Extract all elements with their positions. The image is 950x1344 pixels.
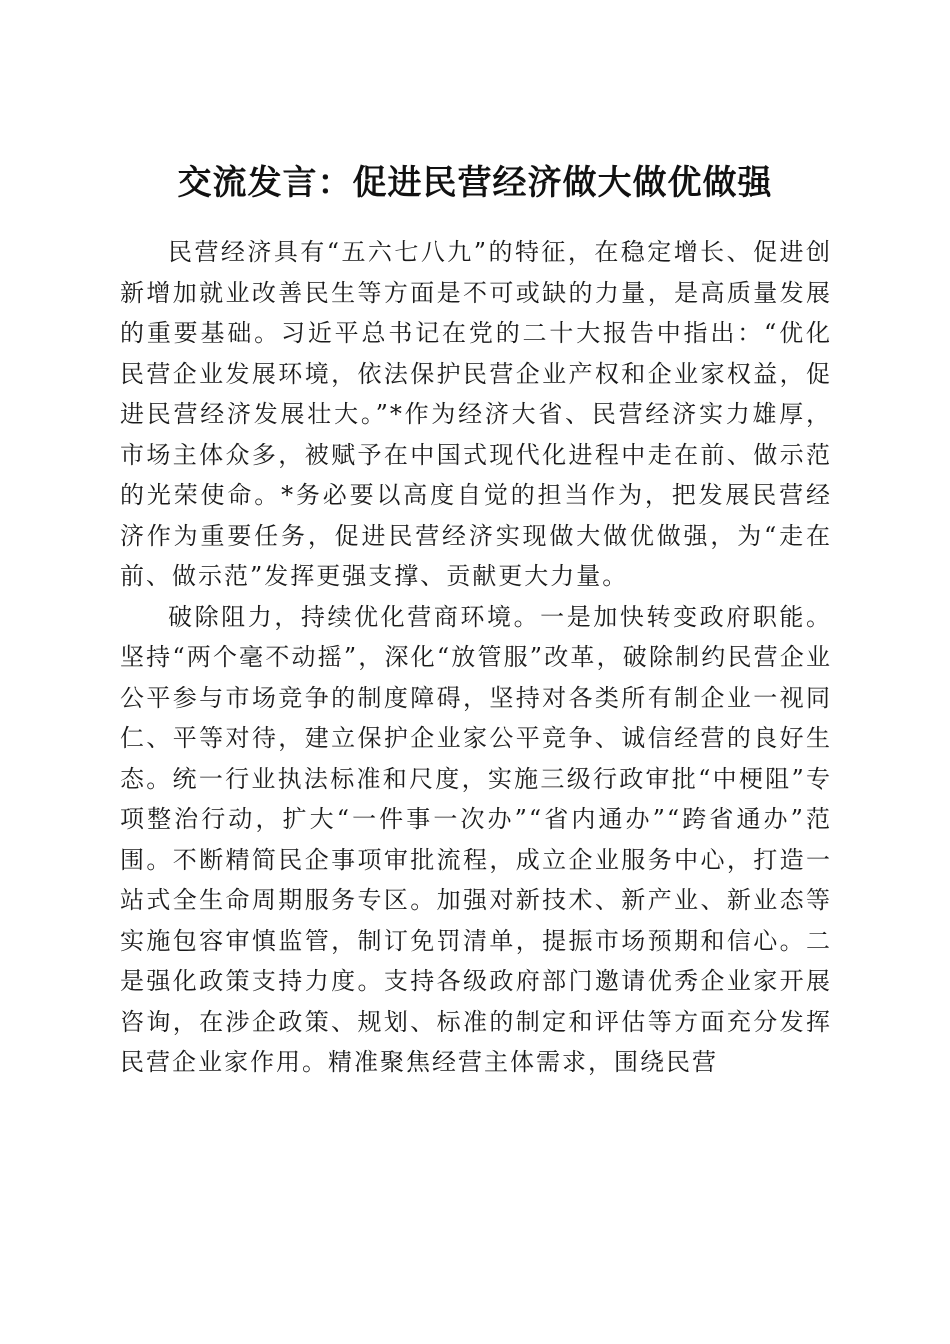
paragraph-intro: 民营经济具有“五六七八九”的特征，在稳定增长、促进创新增加就业改善民生等方面是不可或缺的力量，是高质量发展的重要基础。习近平总书记在党的二十大报告中指出：“优化民营企业发展环境，依法保护民营企业产权和企业家权益，促进民营经济发展壮大。”*作为经济大省、民营经济实力雄厚，市场主体众多，被赋予在中国式现代化进程中走在前、做示范的光荣使命。*务必要以高度自觉的担当作为，把发展民营经济作为重要任务，促进民营经济实现做大做优做强，为“走在前、做示范”发挥更强支撑、贡献更大力量。 [120,238,832,590]
document-title: 交流发言：促进民营经济做大做优做强 [177,162,773,203]
document-body [120,232,832,1083]
paragraph-business-environment: 破除阻力，持续优化营商环境。一是加快转变政府职能。坚持“两个毫不动摇”，深化“放管服”改革，破除制约民营企业公平参与市场竞争的制度障碍，坚持对各类所有制企业一视同仁、平等对待，建立保护企业家公平竞争、诚信经营的良好生态。统一行业执法标准和尺度，实施三级行政审批“中梗阻”专项整治行动，扩大“一件事一次办”“省内通办”“跨省通办”范围。不断精简民企事项审批流程，成立企业服务中心，打造一站式全生命周期服务专区。加强对新技术、新产业、新业态等实施包容审慎监管，制订免罚清单，提振市场预期和信心。二是强化政策支持力度。支持各级政府部门邀请优秀企业家开展咨询，在涉企政策、规划、标准的制定和评估等方面充分发挥民营企业家作用。精准聚焦经营主体需求，围绕民营 [120,602,832,1076]
